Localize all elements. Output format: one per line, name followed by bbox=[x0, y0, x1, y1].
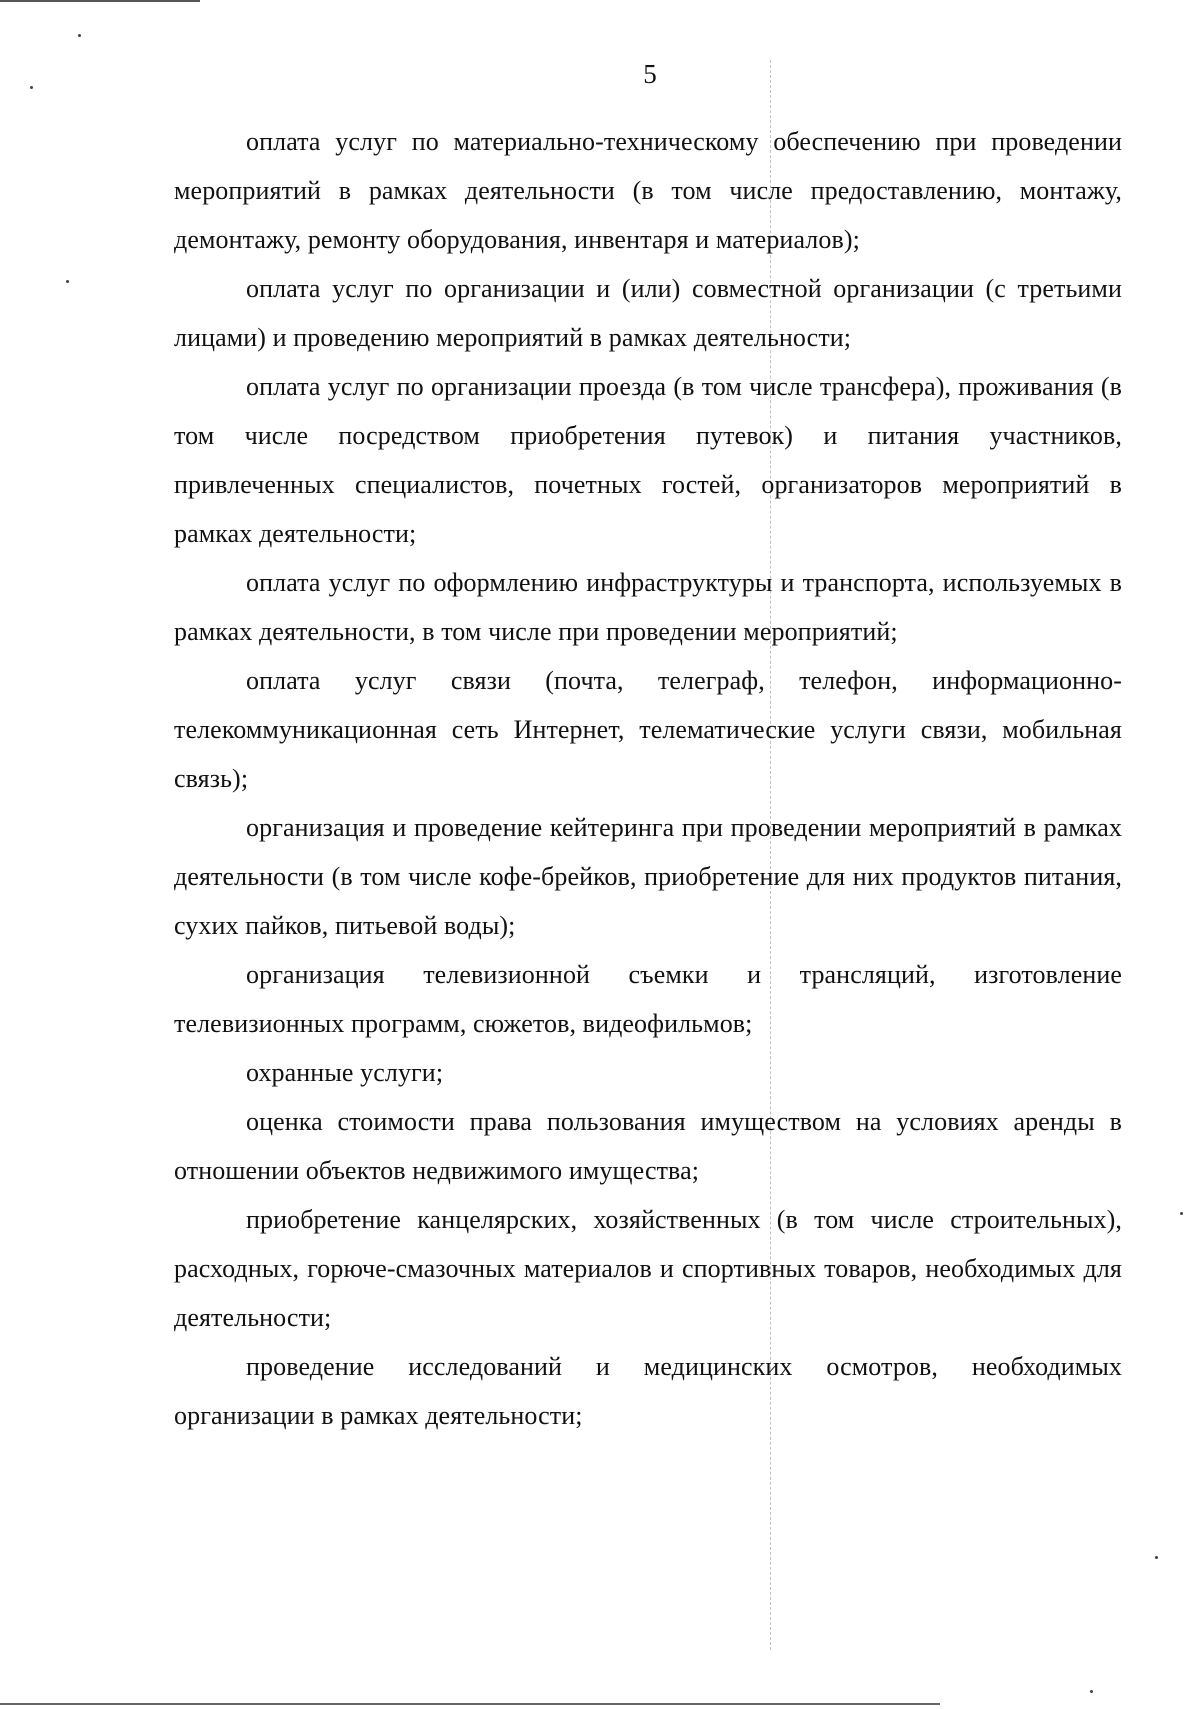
page-number: 5 bbox=[643, 59, 657, 89]
paragraph-rent-valuation: оценка стоимости права пользования имуществом на условиях аренды в отношении объектов недвижимого имущества; bbox=[174, 1107, 1122, 1185]
paragraph-travel-accommodation: оплата услуг по организации проезда (в том числе трансфера), проживания (в том числе посредством приобретения путевок) и питания участников, привлеченных специалистов, почетных гостей, организаторов мероприятий в рамках деятельности; bbox=[174, 372, 1122, 548]
paragraph-medical: проведение исследований и медицинских осмотров, необходимых организации в рамках деятельности; bbox=[174, 1352, 1122, 1430]
paragraph-material-support: оплата услуг по материально-техническому обеспечению при проведении мероприятий в рамках деятельности (в том числе предоставлению, монтажу, демонтажу, ремонту оборудования, инвентаря и материалов); bbox=[174, 127, 1122, 254]
paragraph-television: организация телевизионной съемки и трансляций, изготовление телевизионных программ, сюжетов, видеофильмов; bbox=[174, 960, 1122, 1038]
paragraph-infrastructure-design: оплата услуг по оформлению инфраструктуры и транспорта, используемых в рамках деятельности, в том числе при проведении мероприятий; bbox=[174, 568, 1122, 646]
scan-speck bbox=[1155, 1556, 1158, 1559]
scan-bottom-edge bbox=[0, 1703, 940, 1705]
paragraph-supplies: приобретение канцелярских, хозяйственных (в том числе строительных), расходных, горюче-смазочных материалов и спортивных товаров, необходимых для деятельности; bbox=[174, 1205, 1122, 1332]
paragraph-catering: организация и проведение кейтеринга при проведении мероприятий в рамках деятельности (в том числе кофе-брейков, приобретение для них продуктов питания, сухих пайков, питьевой воды); bbox=[174, 813, 1122, 940]
paragraph-communication-services: оплата услуг связи (почта, телеграф, телефон, информационно-телекоммуникационная сеть Интернет, телематические услуги связи, мобильная связь); bbox=[174, 666, 1122, 793]
scan-speck bbox=[1090, 1690, 1093, 1693]
paragraph-event-organization: оплата услуг по организации и (или) совместной организации (с третьими лицами) и проведению мероприятий в рамках деятельности; bbox=[174, 274, 1122, 352]
scan-top-edge bbox=[0, 0, 200, 6]
document-body bbox=[174, 117, 1122, 1440]
scan-speck bbox=[1180, 1212, 1183, 1215]
scan-speck bbox=[30, 86, 33, 89]
scan-speck bbox=[78, 34, 81, 37]
scan-speck bbox=[66, 280, 69, 283]
paragraph-security: охранные услуги; bbox=[246, 1058, 444, 1087]
